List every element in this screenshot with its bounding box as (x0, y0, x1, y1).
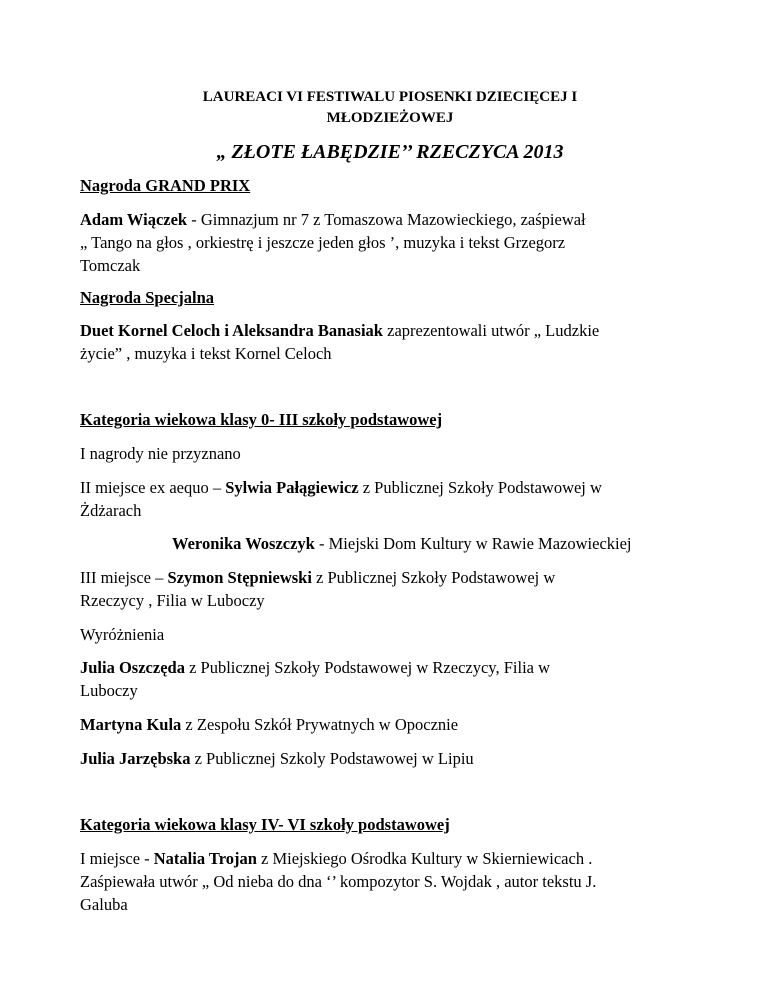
winner-name: Weronika Woszczyk (172, 534, 315, 553)
cat1-third-place-line-2: Rzeczycy , Filia w Luboczy (80, 591, 265, 610)
cat1-distinctions-label: Wyróżnienia (80, 625, 165, 644)
winner-name: Julia Oszczęda (80, 658, 185, 677)
special-heading: Nagroda Specjalna (80, 288, 214, 307)
winner-name: Martyna Kula (80, 715, 182, 734)
winner-name: Sylwia Pałągiewicz (225, 478, 359, 497)
cat1-second-place-b: Weronika Woszczyk - Miejski Dom Kultury w Rawie Mazowieckiej (172, 534, 632, 553)
cat2-first-place-line-3: Galuba (80, 895, 128, 914)
category-2-heading: Kategoria wiekowa klasy IV- VI szkoły podstawowej (80, 815, 450, 834)
special-line-2: życie” , muzyka i tekst Kornel Celoch (80, 344, 332, 363)
cat1-second-place-line-1: II miejsce ex aequo – Sylwia Pałągiewicz z Publicznej Szkoły Podstawowej w (80, 478, 602, 497)
cat1-second-place-line-2: Żdżarach (80, 501, 142, 520)
grand-prix-line-1: Adam Wiączek - Gimnazjum nr 7 z Tomaszowa Mazowieckiego, zaśpiewał (80, 210, 586, 229)
grand-prix-heading: Nagroda GRAND PRIX (80, 176, 251, 195)
grand-prix-line-2: „ Tango na głos , orkiestrę i jeszcze jeden głos ’, muzyka i tekst Grzegorz (80, 233, 566, 252)
winner-name: Natalia Trojan (153, 849, 257, 868)
winner-name: Adam Wiączek (80, 210, 188, 229)
cat2-first-place-line-1: I miejsce - Natalia Trojan z Miejskiego Ośrodka Kultury w Skierniewicach . (80, 849, 593, 868)
winner-name: Szymon Stępniewski (167, 568, 312, 587)
winner-name: Duet Kornel Celoch i Aleksandra Banasiak (80, 321, 383, 340)
grand-prix-line-3: Tomczak (80, 256, 141, 275)
cat1-distinction-1-line-1: Julia Oszczęda z Publicznej Szkoły Podstawowej w Rzeczycy, Filia w (80, 658, 551, 677)
category-1-heading: Kategoria wiekowa klasy 0- III szkoły podstawowej (80, 410, 443, 429)
cat1-distinction-1-line-2: Luboczy (80, 681, 138, 700)
cat1-distinction-3: Julia Jarzębska z Publicznej Szkoly Podstawowej w Lipiu (80, 749, 474, 768)
special-line-1: Duet Kornel Celoch i Aleksandra Banasiak zaprezentowali utwór „ Ludzkie (80, 321, 600, 340)
cat1-third-place-line-1: III miejsce – Szymon Stępniewski z Publicznej Szkoły Podstawowej w (80, 568, 556, 587)
cat1-distinction-2: Martyna Kula z Zespołu Szkół Prywatnych w Opocznie (80, 715, 459, 734)
winner-name: Julia Jarzębska (80, 749, 191, 768)
title-line-2: MŁODZIEŻOWEJ (326, 110, 454, 126)
title-line-1: LAUREACI VI FESTIWALU PIOSENKI DZIECIĘCEJ I (202, 89, 578, 105)
subtitle: „ ZŁOTE ŁABĘDZIE’’ RZECZYCA 2013 (216, 141, 564, 163)
cat1-first-place: I nagrody nie przyznano (80, 444, 241, 463)
cat2-first-place-line-2: Zaśpiewała utwór „ Od nieba do dna ‘’ kompozytor S. Wojdak , autor tekstu J. (80, 872, 597, 891)
